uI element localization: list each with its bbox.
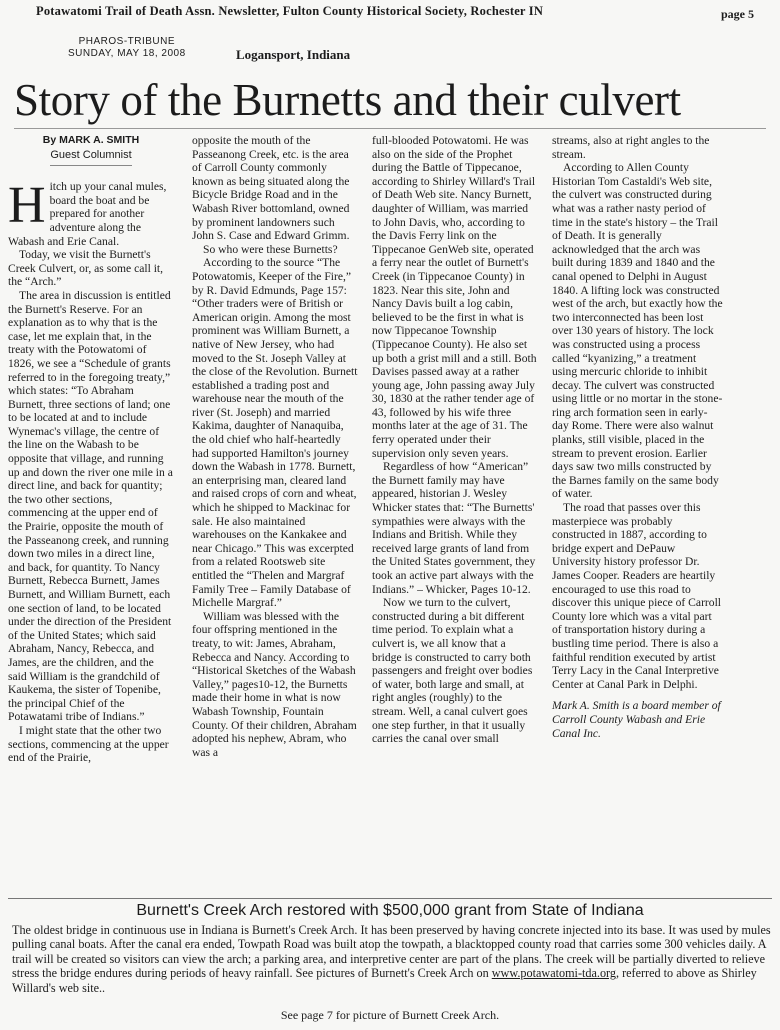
sidebar-rule: [8, 898, 772, 899]
article-column-1: [8, 134, 174, 765]
paragraph: [8, 177, 174, 248]
dateline: Logansport, Indiana: [236, 47, 351, 62]
paragraph: full-blooded Potowatomi. He was also on the side of the Prophet during the Battle of Tippecanoe, according to Shirley Willard's Trail of Death Web site. Nancy Burnett, daughter of William, was married to John Davis, who, according to the Davis Ferry link on the Tippecanoe GenWeb site, operated a ferry near the outlet of Burnett's Creek (in Tippecanoe County) in 1823. Near this site, John and Nancy Davis built a log cabin, believed to be the first in what is now Tippecanoe Township (Tippecanoe County). He also set up both a grist mill and a still. Both Davises passed away at a rather young age, John passing away July 30, 1830 at the rather tender age of 43, followed by his wife three months later at the age of 31. The ferry operated under their supervision only seven years.: [372, 134, 537, 460]
paragraph: Regardless of how “American” the Burnett family may have appeared, historian J. Wesley Whicker states that: “The Burnetts' sympathies were always with the Indians and British. While they received large grants of land from the United States government, they took an active part always with the Indians.” – Whicker, Pages 10-12.: [372, 460, 536, 596]
paragraph: Now we turn to the culvert, constructed during a bit different time period. To explain what a culvert is, we all know that a bridge is constructed to carry both passengers and freight over bodies of water, both large and small, at right angles (roughly) to the stream. Well, a canal culvert goes one step further, in that it usually carries the canal over small: [372, 596, 533, 746]
byline-role: Guest Columnist: [50, 149, 131, 167]
paragraph: The road that passes over this masterpiece was probably constructed in 1887, according to bridge expert and DePauw University history professor Dr. James Cooper. Readers are heartily encouraged to use this road to discover this unique piece of Carroll County lore which was a vital part of transportation history during a bustling time period. There is also a faithful rendition executed by artist Terry Lacy in the Canal Interpretive Center at Canal Park in Delphi.: [552, 501, 722, 691]
publication-block: [68, 36, 186, 60]
paragraph: William was blessed with the four offspring mentioned in the treaty, to wit: James, Abraham, Rebecca and Nancy. According to “Historical Sketches of the Wabash Valley,” pages10-12, the Burnetts made their home in what is now Wabash Township, Fountain County. Of their children, Abraham adopted his nephew, Abram, who was a: [192, 609, 357, 759]
paragraph: streams, also at right angles to the stream.: [552, 134, 710, 161]
article-column-3: [372, 134, 538, 746]
paragraph: I might state that the other two sections, commencing at the upper end of the Prairie,: [8, 723, 169, 765]
paragraph: opposite the mouth of the Passeanong Creek, etc. is the area of Carroll County commonly known as being situated along the Bicycle Bridge Road and in the Wabash River bottomland, owned by prominent landowners such John S. Case and Edward Grimm.: [192, 134, 350, 243]
paragraph: According to Allen County Historian Tom Castaldi's Web site, the culvert was constructed during what was a rather nasty period of time in the state's history – the Trail of Death. It is generally acknowledged that the arch was built during 1839 and 1840 and the canal opened to Delphi in August 1840. A lifting lock was constructed west of the arch, but exactly how the two interconnected has been lost over 130 years of history. The lock was constructed using a process called “kyanizing,” a treatment using mercuric chloride to inhibit decay. The culvert was constructed using little or no mortar in the stone-ring arch formation seen in early-day Rome. There were also walnut planks, still visible, placed in the stream to prevent erosion. Earlier days saw two mills constructed by the Barnes family on the same body of water.: [552, 161, 723, 501]
article-column-4: [552, 134, 724, 740]
see-page-note: See page 7 for picture of Burnett Creek Arch.: [280, 1008, 500, 1022]
sidebar-text: [12, 923, 774, 995]
paragraph: The area in discussion is entitled the Burnett's Reserve. For an explanation as to why that is the case, let me explain that, in the treaty with the Potowatomi of 1826, we see a “Schedule of grants referred to in the foregoing treaty,” which states: “To Abraham Burnett, three sections of land; one to be located at and to include Wynemac's village, the centre of the line on the Wabash to be opposite that village, and running up and down the river one mile in a direct line, and back for quantity; the two other sections, commencing at the upper end of the Prairie, opposite the mouth of the Passeanong creek, and running down two miles in a direct line, and back, for quantity. To Nancy Burnett, Rebecca Burnett, James Burnett, and William Burnett, each one section of land, to be located under the direction of the President of the United States; which said Abraham, Nancy, Rebecca, and James, are the children, and the said William is the grandchild of Kaukema, the sister of Topenibe, the principal Chief of the Potawatami tribe of Indians.”: [8, 288, 173, 724]
drop-cap: H: [8, 177, 46, 235]
article-column-2: [192, 134, 358, 759]
author-bio: Mark A. Smith is a board member of Carroll County Wabash and Erie Canal Inc.: [552, 699, 721, 740]
publication-date: SUNDAY, MAY 18, 2008: [68, 48, 186, 59]
byline: [8, 134, 174, 166]
sidebar-text-tail: , referred to above as Shirley Willard's web site..: [12, 966, 757, 995]
article-headline: Story of the Burnetts and their culvert: [14, 75, 681, 125]
sidebar-text-main: The oldest bridge in continuous use in Indiana is Burnett's Creek Arch. It has been preserved by having concrete injected into its base. It was used by mules pulling canal boats. After the canal era ended, Towpath Road was built atop the towpath, a blacktopped county road that carries some 300 vehicles daily. A trail will be created so visitors can view the arch; a parking area, and interpretive center are part of the plans. The creek will be partially diverted to relieve stress the bridge endures during periods of heavy rainfall. See pictures of Burnett's Creek Arch on: [12, 923, 771, 981]
sidebar-headline: Burnett's Creek Arch restored with $500,000 grant from State of Indiana: [136, 902, 644, 919]
paragraph: According to the source “The Potowatomis, Keeper of the Fire,” by R. David Edmunds, Page 157: “Other traders were of British or American origin. Among the most prominent was William Burnett, a native of New Jersey, who had moved to the St. Joseph Valley at the close of the Revolution. Burnett established a trading post and warehouse near the mouth of the river (St. Joseph) and married Kakima, daughter of Nanaquiba, the old chief who half-heartedly had supported Hamilton's journey down the Wabash in 1778. Burnett, an enterprising man, cleared land and raised crops of corn and wheat, which he shipped to Mackinac for sale. He also maintained warehouses on the Kankakee and near Chicago.” This was excerpted from a related Rootsweb site entitled the “Thelen and Margraf Family Tree – Family Database of Michelle Margraf.”: [192, 256, 358, 610]
page-number: page 5: [721, 7, 754, 21]
website-link[interactable]: www.potawatomi-tda.org: [491, 966, 616, 981]
publication-name: PHAROS-TRIBUNE: [78, 36, 176, 47]
headline-rule: [14, 128, 766, 129]
newsletter-header: Potawatomi Trail of Death Assn. Newsletter, Fulton County Historical Society, Rochester IN: [36, 4, 544, 18]
paragraph: So who were these Burnetts?: [203, 242, 338, 256]
paragraph-text: itch up your canal mules, board the boat and be prepared for another adventure along the Wabash and Erie Canal.: [8, 180, 167, 248]
byline-author: By MARK A. SMITH: [42, 134, 140, 146]
paragraph: Today, we visit the Burnett's Creek Culvert, or, as some call it, the “Arch.”: [8, 248, 164, 289]
